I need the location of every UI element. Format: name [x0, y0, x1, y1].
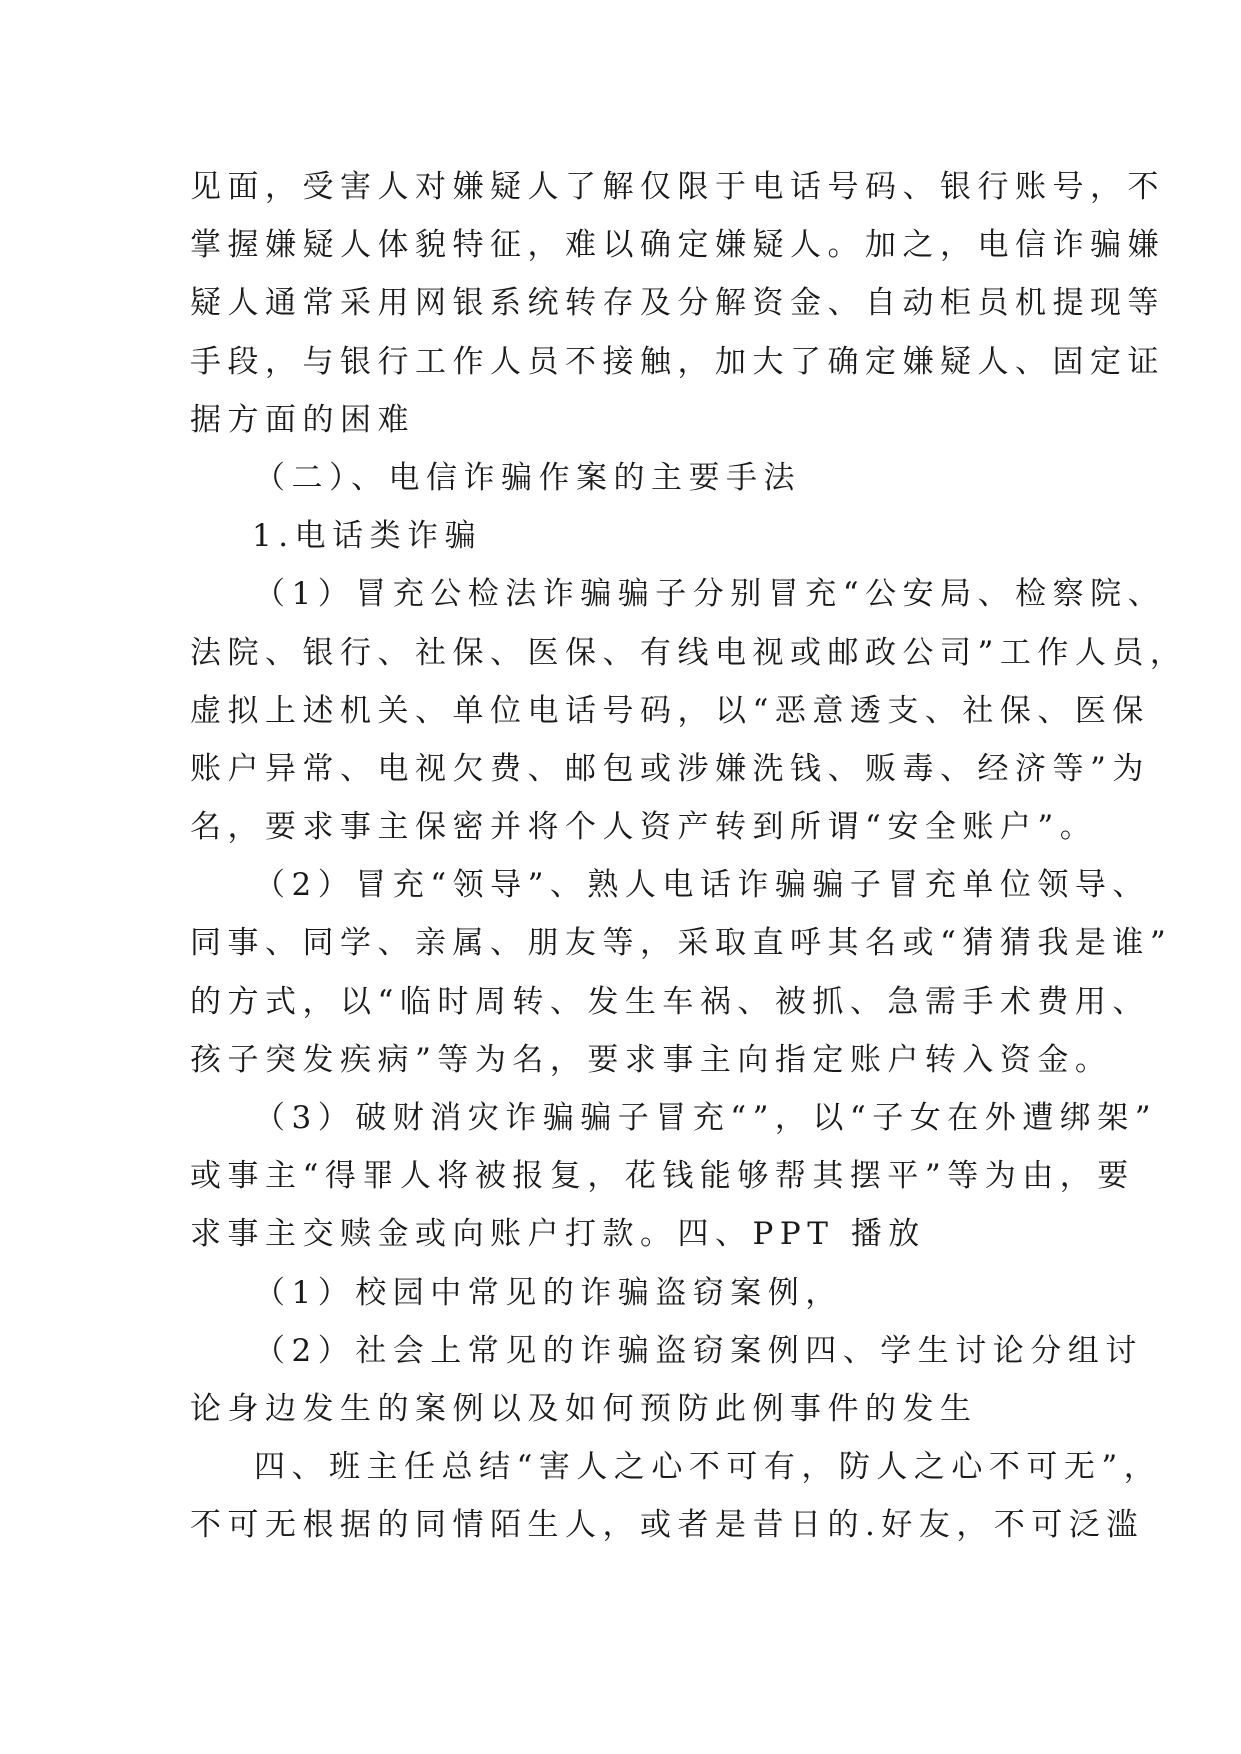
text-line: 账户异常、电视欠费、邮包或涉嫌洗钱、贩毒、经济等”为 [190, 750, 1150, 787]
text-line: （3）破财消灾诈骗骗子冒充“”，以“子女在外遭绑架” [254, 1100, 1158, 1136]
text-line: 见面，受害人对嫌疑人了解仅限于电话号码、银行账号，不 [190, 169, 1165, 205]
section-heading: （二）、电信诈骗作案的主要手法 [254, 459, 801, 496]
text-line: 不可无根据的同情陌生人，或者是昔日的.好友，不可泛滥 [190, 1507, 1144, 1544]
text-line: （1）校园中常见的诈骗盗窃案例， [254, 1274, 843, 1311]
text-line: （1）冒充公检法诈骗骗子分别冒充“公安局、检察院、 [254, 576, 1166, 613]
text-line: 的方式，以“临时周转、发生车祸、被抓、急需手术费用、 [190, 983, 1150, 1020]
text-line: 孩子突发疾病”等为名，要求事主向指定账户转入资金。 [190, 1041, 1113, 1078]
text-line: 论身边发生的案例以及如何预防此例事件的发生 [190, 1390, 978, 1427]
text-line: （2）社会上常见的诈骗盗窃案例四、学生讨论分组讨 [254, 1332, 1143, 1369]
text-line: 四、班主任总结“害人之心不可有，防人之心不可无”， [254, 1449, 1162, 1486]
text-line: 疑人通常采用网银系统转存及分解资金、自动柜员机提现等 [190, 285, 1165, 322]
text-line: 同事、同学、亲属、朋友等，采取直呼其名或“猜猜我是谁” [190, 925, 1173, 962]
text-line: 据方面的困难 [190, 401, 415, 438]
text-line: 掌握嫌疑人体貌特征，难以确定嫌疑人。加之，电信诈骗嫌 [190, 227, 1165, 264]
text-line: 求事主交赎金或向账户打款。四、PPT 播放 [190, 1216, 926, 1253]
subsection-heading: 1.电话类诈骗 [252, 518, 483, 555]
text-line: （2）冒充“领导”、熟人电话诈骗骗子冒充单位领导、 [254, 867, 1150, 904]
text-line: 或事主“得罪人将被报复，花钱能够帮其摆平”等为由，要 [190, 1158, 1135, 1195]
text-line: 法院、银行、社保、医保、有线电视或邮政公司”工作人员， [190, 634, 1188, 671]
text-line: 名，要求事主保密并将个人资产转到所谓“安全账户”。 [190, 809, 1098, 846]
text-line: 手段，与银行工作人员不接触，加大了确定嫌疑人、固定证 [190, 343, 1165, 380]
document-body [190, 158, 1188, 1555]
text-line: 虚拟上述机关、单位电话号码，以“恶意透支、社保、医保 [190, 692, 1150, 729]
